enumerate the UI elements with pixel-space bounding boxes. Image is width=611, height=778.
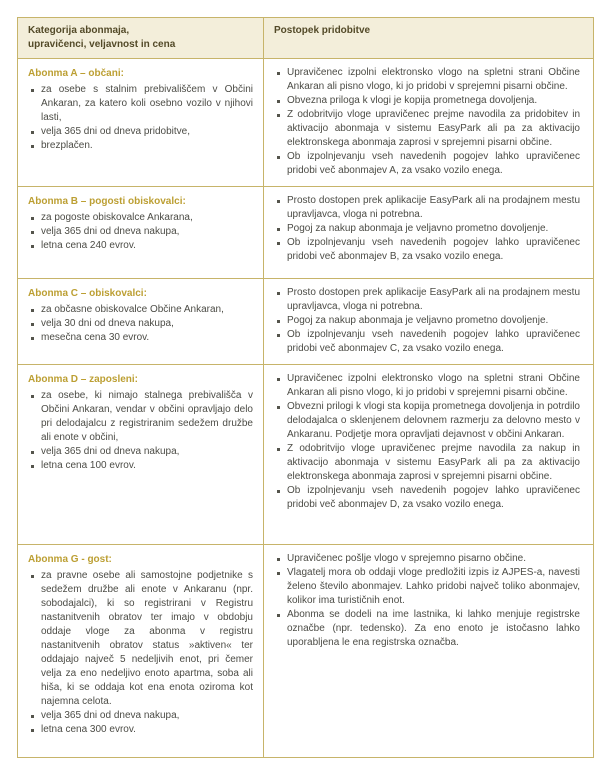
- bullet-item: Ob izpolnjevanju vseh navedenih pogojev lahko upravičenec pridobi več abonmajev C, za vsako vozilo enega.: [274, 328, 580, 356]
- bullet-item: Pogoj za nakup abonmaja je veljavno prometno dovoljenje.: [274, 314, 580, 328]
- abonma-b-procedure-list: [274, 194, 580, 264]
- abonma-d-category-cell: [18, 365, 264, 544]
- abonma-a-title: Abonma A – občani:: [28, 68, 124, 79]
- table-row-abonma-a: [18, 58, 593, 186]
- bullet-item: Abonma se dodeli na ime lastnika, ki lahko menjuje registrske označbe (npr. tedensko). Za eno enoto je istočasno lahko uporabljena le ena registrska označba.: [274, 608, 580, 650]
- bullet-item: velja 30 dni od dneva nakupa,: [28, 317, 253, 331]
- abonma-c-title: Abonma C – obiskovalci:: [28, 288, 147, 299]
- bullet-item: letna cena 100 evrov.: [28, 459, 253, 473]
- header-procedure-column: Postopek pridobitve: [274, 25, 371, 36]
- bullet-item: Vlagatelj mora ob oddaji vloge predložiti izpis iz AJPES-a, navesti želeno število abonmajev. Lahko pridobi največ toliko abonmajev, kolikor ima turističnih enot.: [274, 566, 580, 608]
- abonma-c-category-cell: [18, 279, 264, 364]
- bullet-item: za pogoste obiskovalce Ankarana,: [28, 211, 253, 225]
- abonma-a-procedure-list: [274, 66, 580, 178]
- abonma-d-procedure-cell: [264, 365, 593, 544]
- bullet-item: Ob izpolnjevanju vseh navedenih pogojev lahko upravičenec pridobi več abonmajev A, za vsako vozilo enega.: [274, 150, 580, 178]
- table-row-abonma-d: [18, 364, 593, 544]
- abonma-d-procedure-list: [274, 372, 580, 512]
- abonma-b-category-cell: [18, 187, 264, 278]
- bullet-item: Prosto dostopen prek aplikacije EasyPark ali na prodajnem mestu upravljavca, vloga ni potrebna.: [274, 194, 580, 222]
- abonma-g-title: Abonma G - gost:: [28, 554, 112, 565]
- abonma-g-procedure-cell: [264, 545, 593, 757]
- bullet-item: Pogoj za nakup abonmaja je veljavno prometno dovoljenje.: [274, 222, 580, 236]
- bullet-item: Upravičenec izpolni elektronsko vlogo na spletni strani Občine Ankaran ali pisno vlogo, ki jo pridobi v sprejemni pisarni občine.: [274, 372, 580, 400]
- abonma-g-category-list: [28, 569, 253, 737]
- abonma-b-category-list: [28, 211, 253, 253]
- bullet-item: Prosto dostopen prek aplikacije EasyPark ali na prodajnem mestu upravljavca, vloga ni potrebna.: [274, 286, 580, 314]
- abonma-a-category-list: [28, 83, 253, 153]
- bullet-item: letna cena 240 evrov.: [28, 239, 253, 253]
- bullet-item: letna cena 300 evrov.: [28, 723, 253, 737]
- abonma-b-title: Abonma B – pogosti obiskovalci:: [28, 196, 186, 207]
- table-row-abonma-b: [18, 186, 593, 278]
- bullet-item: velja 365 dni od dneva pridobitve,: [28, 125, 253, 139]
- bullet-item: Ob izpolnjevanju vseh navedenih pogojev lahko upravičenec pridobi več abonmajev B, za vsako vozilo enega.: [274, 236, 580, 264]
- bullet-item: za občasne obiskovalce Občine Ankaran,: [28, 303, 253, 317]
- abonma-c-category-list: [28, 303, 253, 345]
- bullet-item: za osebe s stalnim prebivališčem v Občini Ankaran, za katero koli osebno vozilo v njihovi lasti,: [28, 83, 253, 125]
- abonma-c-procedure-cell: [264, 279, 593, 364]
- abonma-g-procedure-list: [274, 552, 580, 650]
- table-row-abonma-g: [18, 544, 593, 757]
- header-category-column: [18, 18, 264, 58]
- header-category-line2: upravičenci, veljavnost in cena: [28, 39, 176, 50]
- abonma-d-category-list: [28, 389, 253, 473]
- bullet-item: Upravičenec pošlje vlogo v sprejemno pisarno občine.: [274, 552, 580, 566]
- abonma-d-title: Abonma D – zaposleni:: [28, 374, 139, 385]
- bullet-item: mesečna cena 30 evrov.: [28, 331, 253, 345]
- bullet-item: za osebe, ki nimajo stalnega prebivališča v Občini Ankaran, vendar v občini opravljajo delo pri delodajalcu z registriranim sedežem družbe ali enote v občini,: [28, 389, 253, 445]
- table-header-row: [18, 18, 593, 58]
- header-category-line1: Kategorija abonmaja,: [28, 25, 130, 36]
- bullet-item: brezplačen.: [28, 139, 253, 153]
- bullet-item: velja 365 dni od dneva nakupa,: [28, 445, 253, 459]
- subscription-table: [17, 17, 594, 758]
- bullet-item: Z odobritvijo vloge upravičenec prejme navodila za nakup in aktivacijo abonmaja v sistemu EasyPark ali pa za aktivacijo elektronskega abonmaja zaprosi v sprejemni pisarni občine.: [274, 442, 580, 484]
- bullet-item: za pravne osebe ali samostojne podjetnike s sedežem družbe ali enote v Ankaranu (npr. sobodajalci), ki so registrirani v Registru nastanitvenih obratov ter imajo v obdobju oddaje vloge za abonma v registru nastanitvenih obratov status »aktiven« ter oddajajo največ 5 nedeljivih enot, pri čemer velja za eno nedeljivo enoto apartma, soba ali hiša, ki se oddaja kot ena enota oziroma kot najemna celota.: [28, 569, 253, 709]
- bullet-item: Upravičenec izpolni elektronsko vlogo na spletni strani Občine Ankaran ali pisno vlogo, ki jo pridobi v sprejemni pisarni občine.: [274, 66, 580, 94]
- abonma-g-category-cell: [18, 545, 264, 757]
- bullet-item: Ob izpolnjevanju vseh navedenih pogojev lahko upravičenec pridobi več abonmajev D, za vsako vozilo enega.: [274, 484, 580, 512]
- bullet-item: velja 365 dni od dneva nakupa,: [28, 225, 253, 239]
- bullet-item: Obvezni prilogi k vlogi sta kopija prometnega dovoljenja in potrdilo delodajalca o sklenjenem delovnem razmerju za delovno mesto v Ankaranu. Podjetje mora opravljati dejavnost v občini Ankaran.: [274, 400, 580, 442]
- bullet-item: velja 365 dni od dneva nakupa,: [28, 709, 253, 723]
- abonma-b-procedure-cell: [264, 187, 593, 278]
- abonma-c-procedure-list: [274, 286, 580, 356]
- abonma-a-category-cell: [18, 59, 264, 186]
- table-row-abonma-c: [18, 278, 593, 364]
- bullet-item: Z odobritvijo vloge upravičenec prejme navodila za pridobitev in aktivacijo abonmaja v sistemu EasyPark ali pa za aktivacijo elektronskega abonmaja zaprosi v sprejemni pisarni občine.: [274, 108, 580, 150]
- abonma-a-procedure-cell: [264, 59, 593, 186]
- bullet-item: Obvezna priloga k vlogi je kopija prometnega dovoljenja.: [274, 94, 580, 108]
